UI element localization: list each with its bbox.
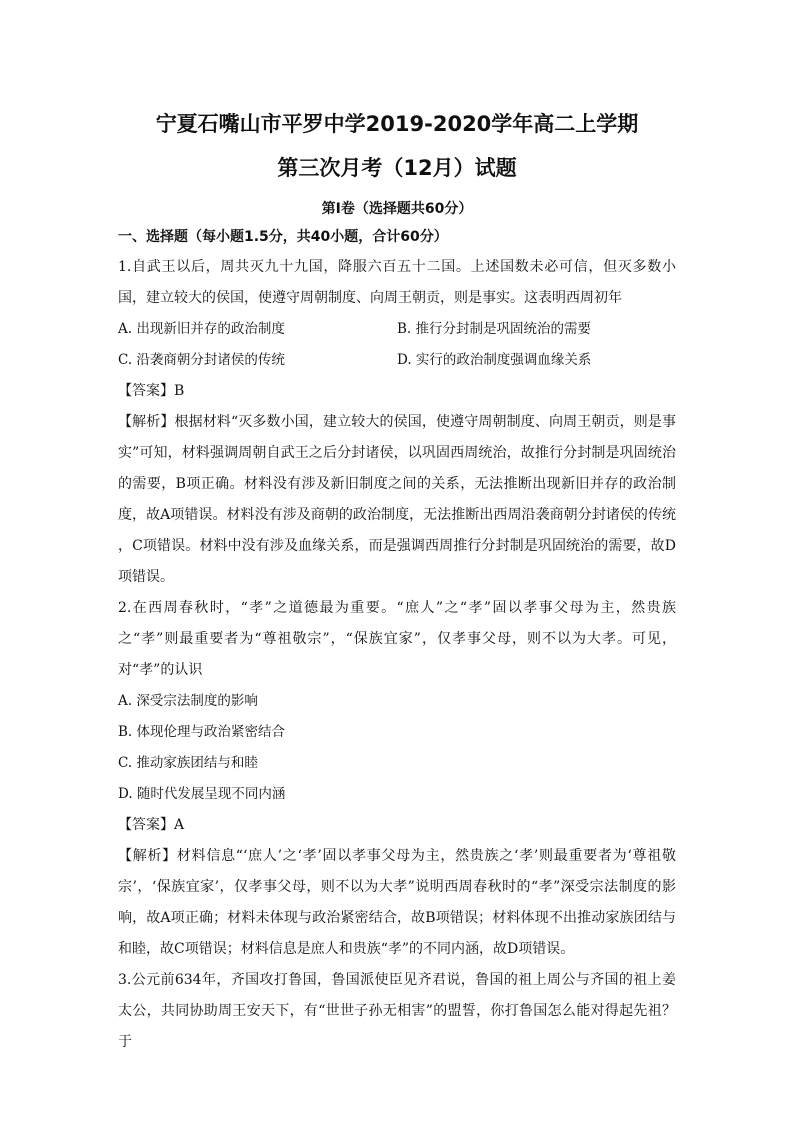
question-stem: 3.公元前634年，齐国攻打鲁国，鲁国派使臣见齐君说，鲁国的祖上周公与齐国的祖上姜太公，共同协助周王安天下，有“世世子孙无相害”的盟誓，你打鲁国怎么能对得起先祖？于	[118, 972, 676, 1050]
option-b: B. 推行分封制是巩固统治的需要	[397, 321, 592, 337]
question-stem: 1.自武王以后，周共灭九十九国，降服六百五十二国。上述国数未必可信，但灭多数小国，建立较大的侯国，使遵守周朝制度、向周王朝贡，则是事实。这表明西周初年	[118, 259, 676, 306]
document-title-line2: 第三次月考（12月）试题	[277, 156, 517, 180]
analysis: 【解析】根据材料“灭多数小国，建立较大的侯国，使遵守周朝制度、向周王朝贡，则是事实”可知，材料强调周朝自武王之后分封诸侯，以巩固西周统治，故推行分封制是巩固统治的需要，B项正确。材料没有涉及新旧制度之间的关系，无法推断出现新旧并存的政治制度，故A项错误。材料没有涉及商朝的政治制度，无法推断出西周沿袭商朝分封诸侯的传统 ，C项错误。材料中没有涉及血缘关系，而是强调西周推行分封制是巩固统治的需要，故D项错误。	[118, 414, 676, 585]
section-heading: 一、选择题（每小题1.5分，共40小题，合计60分）	[118, 229, 448, 245]
analysis: 【解析】材料信息“‘庶人’之‘孝’固以孝事父母为主，然贵族之‘孝’则最重要者为‘尊祖敬宗’，‘保族宜家’，仅孝事父母，则不以为大孝”说明西周春秋时的“孝”深受宗法制度的影响，故A项正确；材料未体现与政治紧密结合，故B项错误；材料体现不出推动家族团结与和睦，故C项错误；材料信息是庶人和贵族“孝”的不同内涵，故D项错误。	[118, 848, 676, 957]
document-title-line1: 宁夏石嘴山市平罗中学2019-2020学年高二上学期	[155, 112, 639, 136]
question-stem: 2.在西周春秋时，“孝”之道德最为重要。“庶人”之“孝”固以孝事父母为主，然贵族之“孝”则最重要者为“尊祖敬宗”，“保族宜家”，仅孝事父母，则不以为大孝。可见，对“孝”的认识	[118, 600, 676, 678]
answer: 【答案】B	[118, 383, 185, 399]
option-d: D. 随时代发展呈现不同内涵	[118, 786, 286, 802]
option-a: A. 深受宗法制度的影响	[118, 693, 258, 709]
option-b: B. 体现伦理与政治紧密结合	[118, 724, 286, 740]
answer: 【答案】A	[118, 817, 185, 833]
option-c: C. 推动家族团结与和睦	[118, 755, 258, 771]
options-row	[118, 345, 676, 376]
question-2	[118, 593, 676, 965]
option-d: D. 实行的政治制度强调血缘关系	[397, 352, 592, 368]
option-a: A. 出现新旧并存的政治制度	[118, 321, 285, 337]
paper-part-heading: 第Ⅰ卷（选择题共60分）	[321, 201, 473, 217]
question-3	[118, 965, 676, 1058]
options-row	[118, 314, 676, 345]
question-1	[118, 252, 676, 593]
option-c: C. 沿袭商朝分封诸侯的传统	[118, 352, 285, 368]
